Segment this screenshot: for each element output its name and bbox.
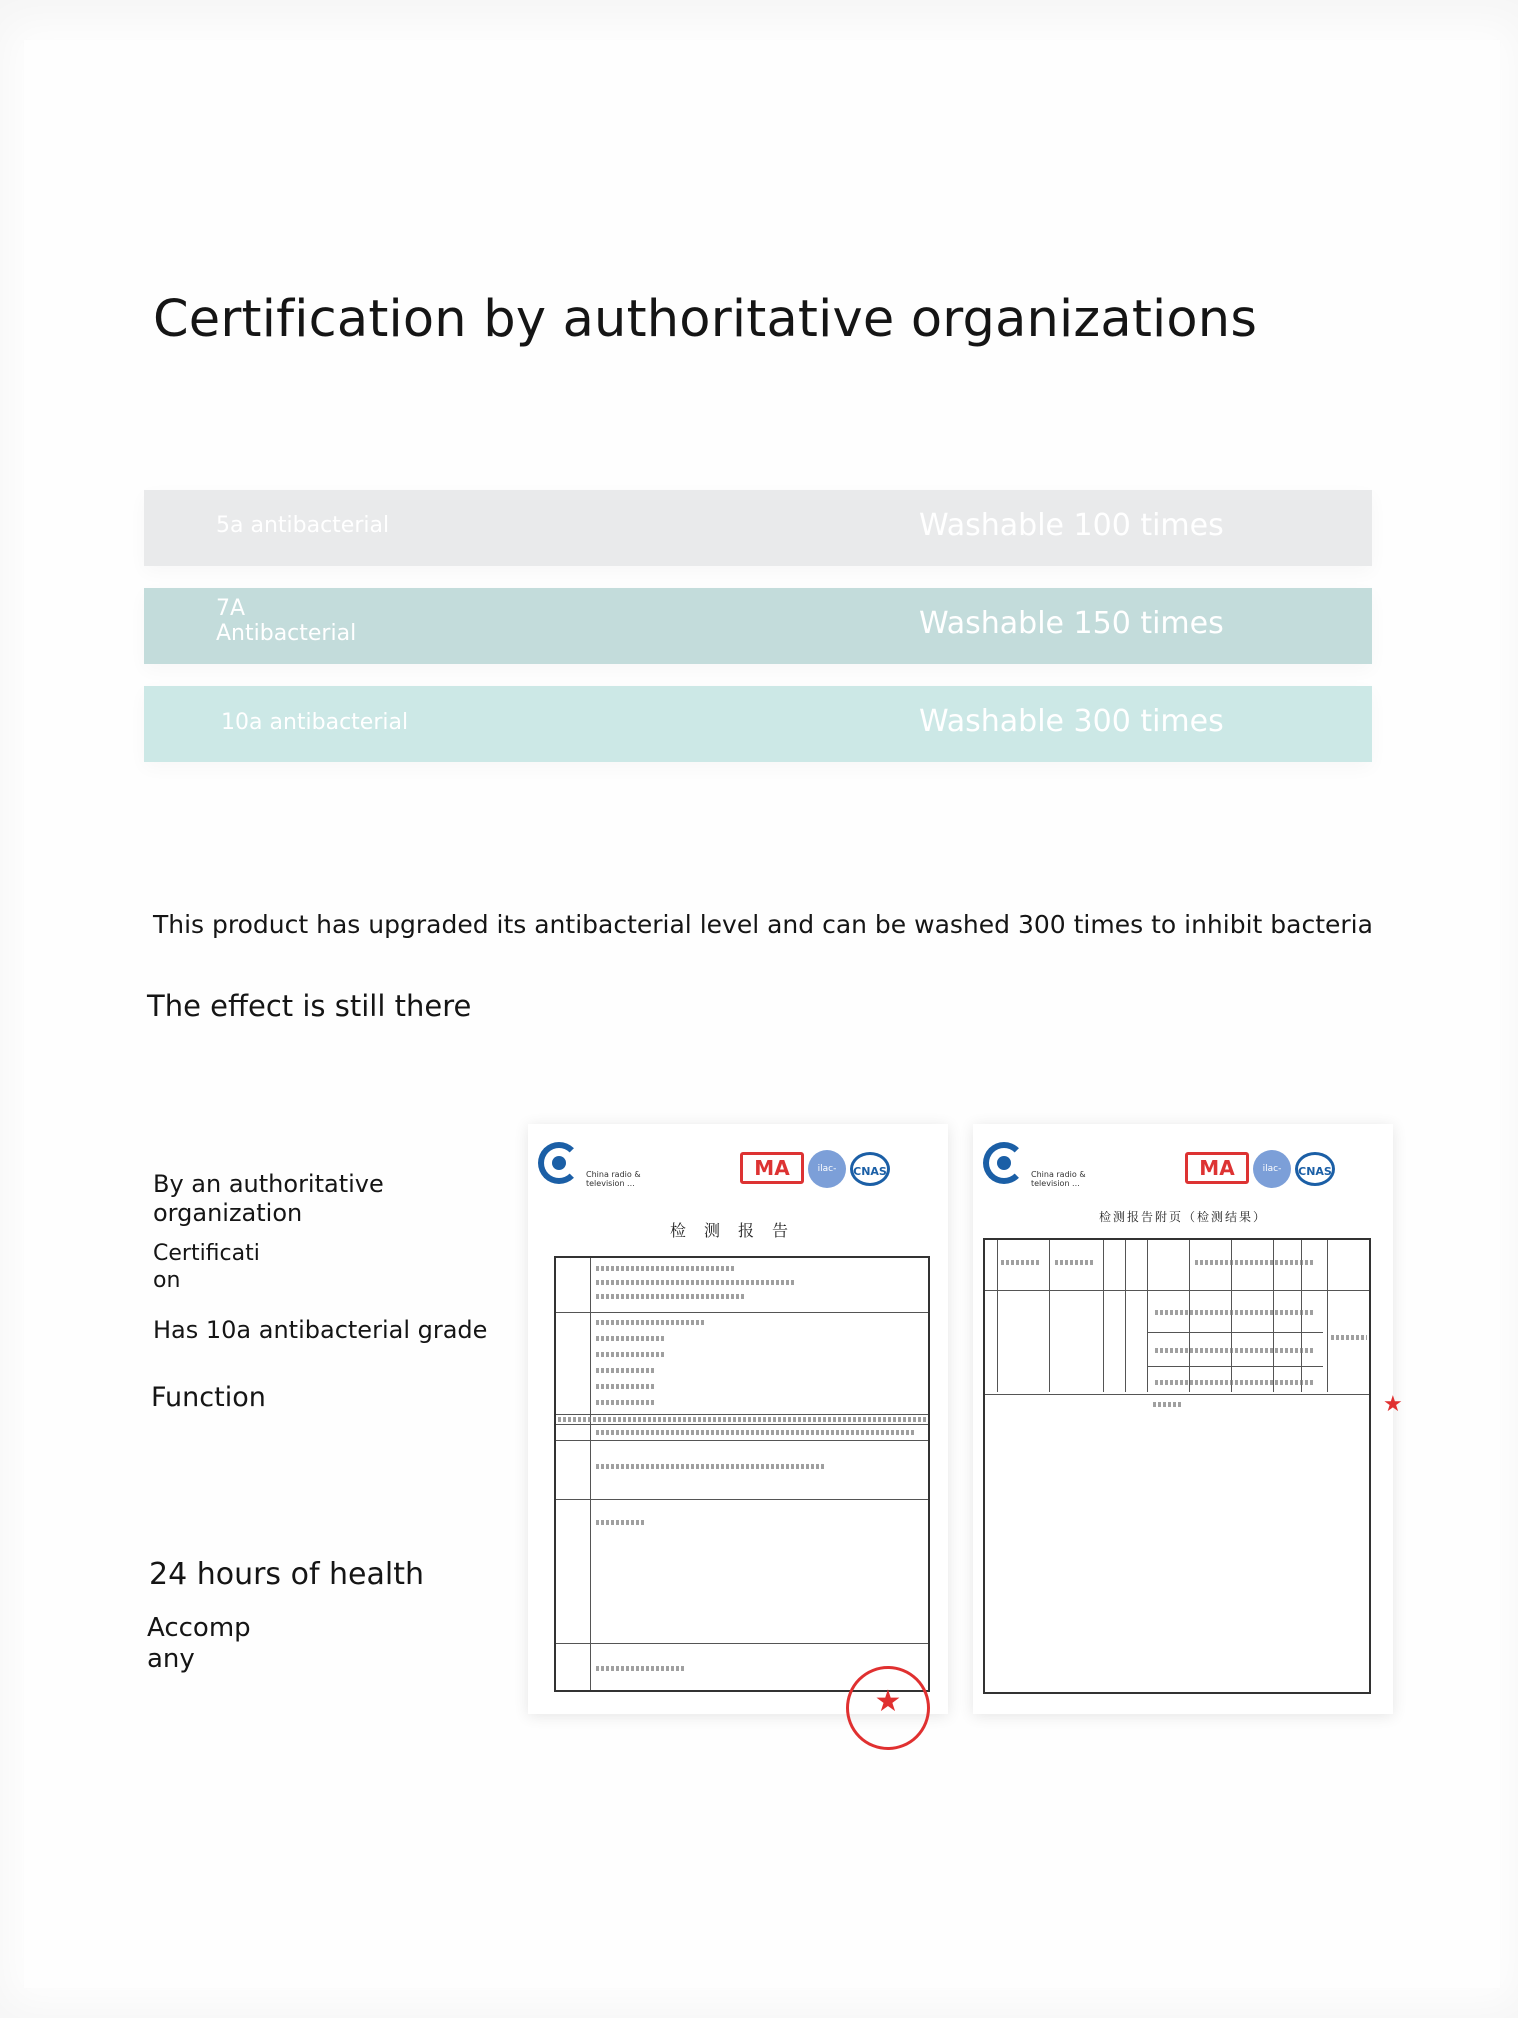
level-label: 5a antibacterial: [216, 513, 390, 538]
side-text-certification: Certificati on: [153, 1241, 260, 1293]
level-bar-7a: [144, 588, 1372, 664]
cma-mark-icon: MA: [1185, 1152, 1249, 1184]
level-bar-5a: [144, 490, 1372, 566]
results-table: [983, 1238, 1371, 1694]
test-report-document: [528, 1124, 948, 1719]
logo-caption: China radio & television ...: [1031, 1170, 1086, 1188]
cnas-mark-icon: CNAS: [1295, 1152, 1335, 1186]
report-table: [554, 1256, 930, 1719]
side-text-accompany: Accomp any: [147, 1613, 251, 1674]
side-text-authoritative: By an authoritative organization: [153, 1170, 384, 1227]
official-seal-icon: ★: [846, 1666, 930, 1750]
level-value: Washable 300 times: [919, 704, 1224, 739]
level-label: 7A Antibacterial: [216, 596, 357, 646]
document-title: 检测报告附页（检测结果）: [1098, 1210, 1267, 1224]
partial-seal-icon: ★: [1383, 1392, 1403, 1417]
side-text-health: 24 hours of health: [149, 1557, 425, 1592]
side-text-function: Function: [151, 1382, 266, 1413]
level-bar-10a: [144, 686, 1372, 762]
side-text-grade: Has 10a antibacterial grade: [153, 1316, 488, 1344]
cnas-mark-icon: CNAS: [850, 1152, 890, 1186]
level-label: 10a antibacterial: [221, 710, 409, 735]
level-value: Washable 100 times: [919, 508, 1224, 543]
document-title: 检测报告: [669, 1221, 806, 1240]
level-value: Washable 150 times: [919, 606, 1224, 641]
cma-mark-icon: MA: [740, 1152, 804, 1184]
logo-caption: China radio & television ...: [586, 1170, 641, 1188]
page-title: Certification by authoritative organizations: [153, 290, 1258, 349]
description-line-1: This product has upgraded its antibacterial level and can be washed 300 times to inhibit bacteria: [153, 910, 1373, 939]
description-line-2: The effect is still there: [147, 989, 472, 1023]
organization-logo-icon: [538, 1142, 580, 1184]
ilac-mark-icon: ilac-MRA: [1253, 1150, 1291, 1188]
organization-logo-icon: [983, 1142, 1025, 1184]
test-report-appendix-document: [973, 1124, 1403, 1714]
ilac-mark-icon: ilac-MRA: [808, 1150, 846, 1188]
